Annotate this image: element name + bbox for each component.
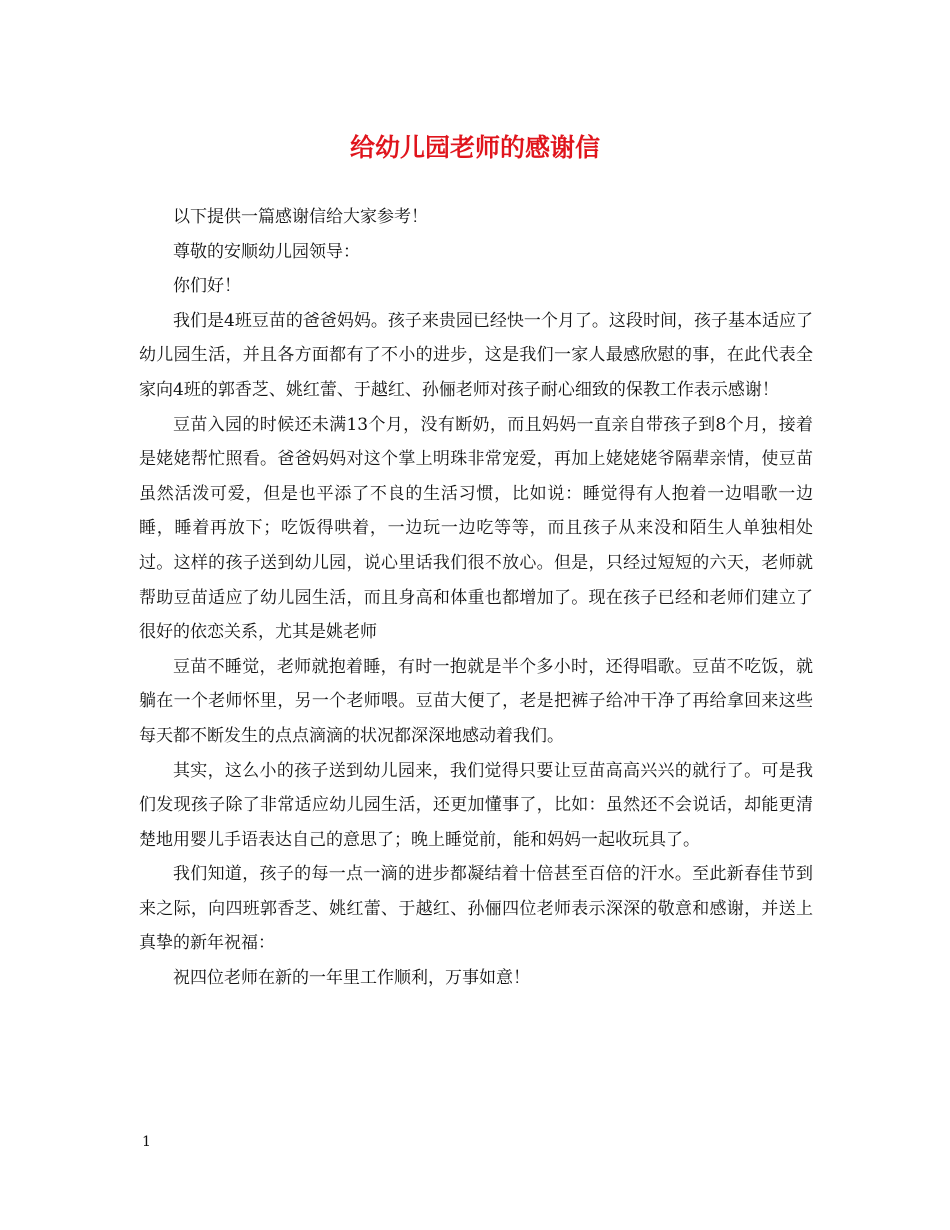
document-title: 给幼儿园老师的感谢信	[349, 133, 600, 162]
paragraph-body-4: 其实，这么小的孩子送到幼儿园来，我们觉得只要让豆苗高高兴兴的就行了。可是我们发现孩子除了非常适应幼儿园生活，还更加懂事了，比如：虽然还不会说话，却能更清楚地用婴儿手语表达自己的意思了；晚上睡觉前，能和妈妈一起收玩具了。	[139, 760, 813, 850]
paragraph-body-3: 豆苗不睡觉，老师就抱着睡，有时一抱就是半个多小时，还得唱歌。豆苗不吃饭，就躺在一个老师怀里，另一个老师喂。豆苗大便了，老是把裤子给冲干净了再给拿回来这些每天都不断发生的点点滴滴的状况都深深地感动着我们。	[139, 656, 813, 746]
paragraph-intro: 以下提供一篇感谢信给大家参考！	[173, 207, 428, 227]
document-body	[139, 200, 813, 996]
paragraph-greeting: 你们好！	[173, 276, 241, 297]
paragraph-body-5: 我们知道，孩子的每一点一滴的进步都凝结着十倍甚至百倍的汗水。至此新春佳节到来之际，向四班郭香芝、姚红蕾、于越红、孙俪四位老师表示深深的敬意和感谢，并送上真挚的新年祝福：	[139, 864, 813, 954]
paragraph-body-2: 豆苗入园的时候还未满13个月，没有断奶，而且妈妈一直亲自带孩子到8个月，接着是姥姥帮忙照看。爸爸妈妈对这个掌上明珠非常宠爱，再加上姥姥姥爷隔辈亲情，使豆苗虽然活泼可爱，但是也平添了不良的生活习惯，比如说：睡觉得有人抱着一边唱歌一边睡，睡着再放下；吃饭得哄着，一边玩一边吃等等，而且孩子从来没和陌生人单独相处过。这样的孩子送到幼儿园，说心里话我们很不放心。但是，只经过短短的六天，老师就帮助豆苗适应了幼儿园生活，而且身高和体重也都增加了。现在孩子已经和老师们建立了很好的依恋关系，尤其是姚老师	[139, 414, 813, 643]
paragraph-closing: 祝四位老师在新的一年里工作顺利，万事如意！	[173, 968, 530, 989]
page-number: 1	[142, 1134, 151, 1150]
paragraph-body-1: 我们是4班豆苗的爸爸妈妈。孩子来贵园已经快一个月了。这段时间，孩子基本适应了幼儿园生活，并且各方面都有了不小的进步，这是我们一家人最感欣慰的事，在此代表全家向4班的郭香芝、姚红蕾、于越红、孙俪老师对孩子耐心细致的保教工作表示感谢！	[139, 310, 813, 400]
paragraph-salutation: 尊敬的安顺幼儿园领导：	[173, 241, 360, 262]
